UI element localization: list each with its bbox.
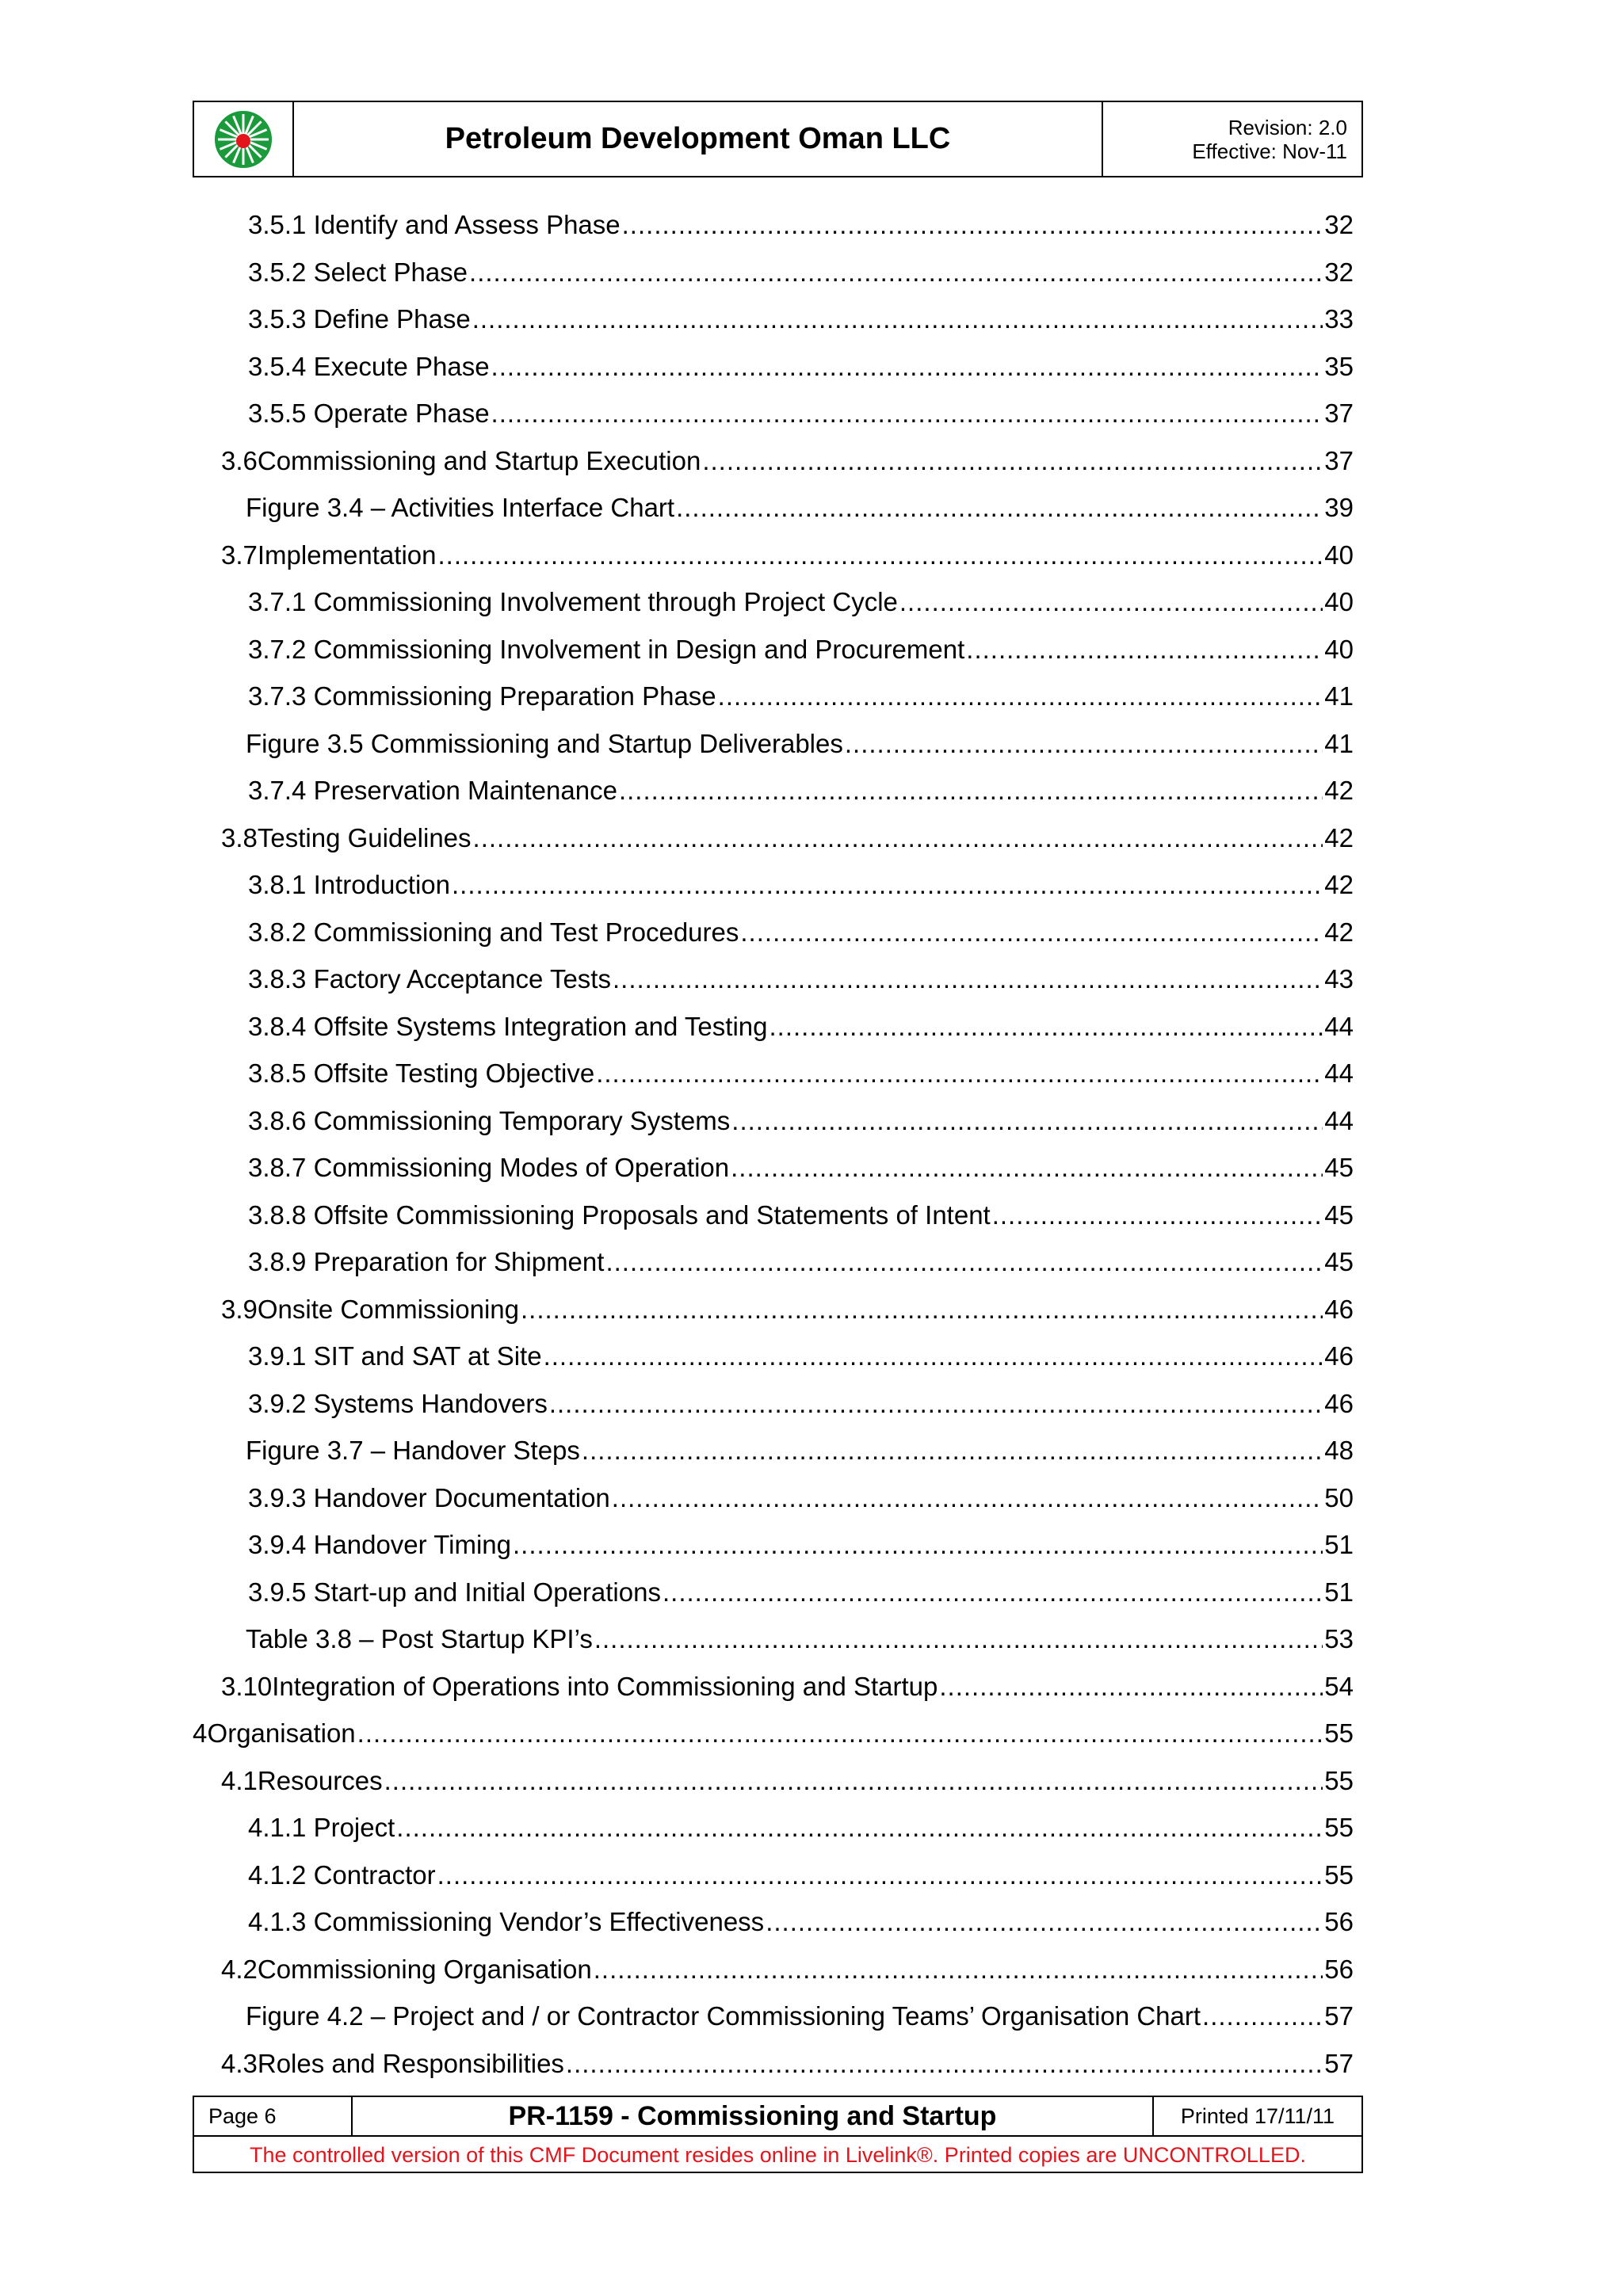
toc-entry-label: Testing Guidelines	[257, 823, 472, 852]
toc-entry-label: Onsite Commissioning	[257, 1295, 519, 1324]
toc-entry-label: Figure 4.2 – Project and / or Contractor Commissioning Teams’ Organisation Chart	[246, 2001, 1201, 2031]
toc-entry-label: 3.7.2 Commissioning Involvement in Design and Procurement	[248, 635, 965, 664]
toc-entry[interactable]	[248, 302, 1354, 337]
toc-entry-label: 3.5.3 Define Phase	[248, 304, 471, 334]
toc-entry-page: 45	[1324, 1153, 1354, 1182]
dot-leader	[521, 1292, 1323, 1327]
toc-entry-label: Commissioning Organisation	[257, 1955, 592, 1984]
toc-entry[interactable]	[248, 773, 1354, 808]
toc-entry-number: 3.10	[221, 1672, 273, 1701]
toc-entry-label: 3.5.5 Operate Phase	[248, 399, 490, 428]
toc-entry-label: Figure 3.4 – Activities Interface Chart	[246, 493, 675, 522]
toc-entry-label: 3.9.4 Handover Timing	[248, 1530, 512, 1559]
toc-entry-label: Table 3.8 – Post Startup KPI’s	[246, 1624, 593, 1653]
toc-entry[interactable]	[248, 585, 1354, 620]
toc-entry-page: 54	[1324, 1672, 1354, 1701]
toc-entry-label: 3.9.2 Systems Handovers	[248, 1389, 548, 1418]
dot-leader	[731, 1104, 1323, 1138]
dot-leader	[596, 1056, 1323, 1091]
dot-leader	[594, 1952, 1323, 1987]
toc-entry[interactable]	[248, 1905, 1354, 1939]
toc-entry-label: 3.8.3 Factory Acceptance Tests	[248, 964, 611, 994]
uncontrolled-notice: The controlled version of this CMF Document resides online in Livelink®. Printed copies are UNCONTROLLED.	[250, 2142, 1306, 2167]
toc-entry-label: 3.7.3 Commissioning Preparation Phase	[248, 681, 716, 711]
toc-entry-label: 3.8.8 Offsite Commissioning Proposals and Statements of Intent	[248, 1200, 991, 1230]
toc-entry-label: Resources	[257, 1766, 383, 1795]
toc-entry-page: 46	[1324, 1341, 1354, 1371]
dot-leader	[1202, 1999, 1323, 2034]
pdo-logo-icon	[212, 108, 275, 171]
dot-leader	[612, 1481, 1323, 1516]
toc-entry[interactable]	[221, 1952, 1354, 1987]
dot-leader	[438, 538, 1323, 573]
dot-leader	[452, 868, 1323, 902]
toc-entry[interactable]	[221, 821, 1354, 856]
toc-entry-page: 45	[1324, 1247, 1354, 1276]
logo-cell	[194, 102, 294, 176]
toc-entry-page: 32	[1324, 257, 1354, 287]
toc-entry-page: 42	[1324, 776, 1354, 805]
toc-entry[interactable]	[248, 632, 1354, 667]
toc-entry[interactable]	[248, 1150, 1354, 1185]
toc-entry-page: 44	[1324, 1058, 1354, 1088]
toc-entry-label: 3.8.6 Commissioning Temporary Systems	[248, 1106, 731, 1135]
toc-entry[interactable]	[248, 255, 1354, 290]
toc-entry-page: 55	[1324, 1860, 1354, 1890]
dot-leader	[613, 962, 1323, 997]
toc-entry-label: Implementation	[257, 540, 437, 570]
toc-entry-page: 37	[1324, 446, 1354, 475]
toc-entry[interactable]	[221, 444, 1354, 479]
toc-entry[interactable]	[248, 868, 1354, 902]
toc-entry-label: Roles and Responsibilities	[257, 2049, 564, 2078]
dot-leader	[939, 1669, 1323, 1704]
toc-entry-label: Commissioning and Startup Execution	[257, 446, 701, 475]
toc-entry-label: 3.8.4 Offsite Systems Integration and Testing	[248, 1012, 768, 1041]
toc-entry-label: 3.8.5 Offsite Testing Objective	[248, 1058, 595, 1088]
dot-leader	[899, 585, 1323, 620]
toc-entry-label: 3.7.1 Commissioning Involvement through Project Cycle	[248, 587, 898, 616]
toc-entry-label: 3.9.3 Handover Documentation	[248, 1483, 610, 1512]
dot-leader	[357, 1716, 1323, 1751]
toc-entry-label: 3.8.2 Commissioning and Test Procedures	[248, 917, 739, 947]
toc-entry[interactable]	[248, 1386, 1354, 1421]
toc-entry[interactable]	[221, 1764, 1354, 1798]
dot-leader	[605, 1245, 1323, 1280]
toc-entry[interactable]	[221, 2046, 1354, 2081]
dot-leader	[676, 490, 1323, 525]
toc-entry-label: Integration of Operations into Commissioning and Startup	[272, 1672, 938, 1701]
toc-entry-page: 32	[1324, 210, 1354, 239]
toc-entry-page: 46	[1324, 1389, 1354, 1418]
toc-entry-page: 40	[1324, 540, 1354, 570]
dot-leader	[491, 396, 1323, 431]
toc-entry-number: 4.1	[221, 1766, 258, 1795]
toc-entry-page: 42	[1324, 823, 1354, 852]
document-title: PR-1159 - Commissioning and Startup	[353, 2097, 1154, 2135]
toc-entry[interactable]	[248, 396, 1354, 431]
toc-entry[interactable]	[246, 727, 1354, 761]
dot-leader	[622, 208, 1323, 242]
toc-entry-page: 41	[1324, 681, 1354, 711]
toc-entry[interactable]	[248, 1009, 1354, 1044]
toc-entry-page: 35	[1324, 352, 1354, 381]
toc-entry-label: Figure 3.5 Commissioning and Startup Deliverables	[246, 729, 843, 758]
revision-info	[1103, 102, 1361, 176]
toc-entry-number: 3.7	[221, 540, 258, 570]
toc-entry[interactable]	[221, 1292, 1354, 1327]
toc-entry-page: 40	[1324, 635, 1354, 664]
printed-date: Printed 17/11/11	[1180, 2103, 1335, 2128]
toc-entry-page: 43	[1324, 964, 1354, 994]
toc-entry-label: 3.9.1 SIT and SAT at Site	[248, 1341, 542, 1371]
toc-entry[interactable]	[246, 1433, 1354, 1468]
toc-entry-page: 39	[1324, 493, 1354, 522]
toc-entry-page: 51	[1324, 1577, 1354, 1607]
toc-entry[interactable]	[248, 1810, 1354, 1845]
toc-entry[interactable]	[248, 1104, 1354, 1138]
dot-leader	[740, 915, 1323, 950]
toc-entry[interactable]	[193, 1716, 1354, 1751]
dot-leader	[663, 1575, 1323, 1610]
toc-entry-number: 4	[193, 1718, 208, 1748]
dot-leader	[845, 727, 1323, 761]
toc-entry-page: 45	[1324, 1200, 1354, 1230]
toc-entry-page: 50	[1324, 1483, 1354, 1512]
dot-leader	[473, 821, 1323, 856]
toc-entry[interactable]	[248, 1575, 1354, 1610]
dot-leader	[718, 679, 1323, 714]
dot-leader	[766, 1905, 1323, 1939]
toc-entry-page: 44	[1324, 1012, 1354, 1041]
toc-entry-page: 51	[1324, 1530, 1354, 1559]
toc-entry-page: 48	[1324, 1436, 1354, 1465]
toc-entry[interactable]	[246, 490, 1354, 525]
toc-entry[interactable]	[246, 1999, 1354, 2034]
company-name: Petroleum Development Oman LLC	[294, 102, 1103, 176]
toc-entry[interactable]	[221, 1669, 1354, 1704]
toc-entry-page: 41	[1324, 729, 1354, 758]
dot-leader	[396, 1810, 1323, 1845]
toc-entry-page: 42	[1324, 870, 1354, 899]
dot-leader	[491, 349, 1323, 384]
toc-entry-number: 4.2	[221, 1955, 258, 1984]
page-header	[193, 101, 1363, 177]
toc-entry-page: 42	[1324, 917, 1354, 947]
dot-leader	[594, 1622, 1323, 1657]
dot-leader	[549, 1386, 1323, 1421]
toc-entry[interactable]	[248, 1481, 1354, 1516]
toc-entry-page: 40	[1324, 587, 1354, 616]
dot-leader	[769, 1009, 1323, 1044]
dot-leader	[544, 1339, 1323, 1374]
toc-entry-page: 33	[1324, 304, 1354, 334]
effective-label: Effective: Nov-11	[1192, 139, 1347, 163]
toc-entry[interactable]	[248, 1339, 1354, 1374]
page-number: Page 6	[194, 2097, 353, 2135]
toc-entry-label: Figure 3.7 – Handover Steps	[246, 1436, 580, 1465]
toc-entry[interactable]	[248, 1858, 1354, 1893]
dot-leader	[702, 444, 1323, 479]
toc-entry-number: 3.6	[221, 446, 258, 475]
toc-entry-page: 55	[1324, 1766, 1354, 1795]
toc-entry-page: 53	[1324, 1624, 1354, 1653]
toc-entry-label: 3.5.4 Execute Phase	[248, 352, 490, 381]
toc-entry-page: 56	[1324, 1907, 1354, 1936]
toc-entry[interactable]	[246, 1622, 1354, 1657]
toc-entry[interactable]	[248, 1056, 1354, 1091]
toc-entry-label: 3.9.5 Start-up and Initial Operations	[248, 1577, 661, 1607]
page-footer	[193, 2096, 1363, 2173]
toc-entry-page: 56	[1324, 1955, 1354, 1984]
toc-entry-label: 4.1.1 Project	[248, 1813, 395, 1842]
toc-entry-page: 57	[1324, 2049, 1354, 2078]
revision-label: Revision: 2.0	[1228, 115, 1347, 139]
dot-leader	[566, 2046, 1323, 2081]
toc-entry-page: 55	[1324, 1813, 1354, 1842]
toc-entry-page: 55	[1324, 1718, 1354, 1748]
dot-leader	[472, 302, 1323, 337]
toc-entry-label: 4.1.2 Contractor	[248, 1860, 436, 1890]
toc-entry-number: 3.8	[221, 823, 258, 852]
dot-leader	[513, 1527, 1323, 1562]
toc-entry-page: 37	[1324, 399, 1354, 428]
toc-entry[interactable]	[221, 538, 1354, 573]
dot-leader	[437, 1858, 1323, 1893]
toc-entry[interactable]	[248, 962, 1354, 997]
toc-entry[interactable]	[248, 1245, 1354, 1280]
dot-leader	[619, 773, 1323, 808]
dot-leader	[966, 632, 1323, 667]
toc-entry-label: 3.8.7 Commissioning Modes of Operation	[248, 1153, 730, 1182]
toc-entry[interactable]	[248, 349, 1354, 384]
toc-entry-number: 4.3	[221, 2049, 258, 2078]
dot-leader	[469, 255, 1323, 290]
toc-entry-label: 4.1.3 Commissioning Vendor’s Effectiveness	[248, 1907, 765, 1936]
toc-entry[interactable]	[248, 915, 1354, 950]
toc-entry-label: 3.5.1 Identify and Assess Phase	[248, 210, 621, 239]
toc-entry-page: 46	[1324, 1295, 1354, 1324]
toc-entry-label: 3.7.4 Preservation Maintenance	[248, 776, 617, 805]
toc-entry-label: 3.8.9 Preparation for Shipment	[248, 1247, 605, 1276]
toc-entry-page: 44	[1324, 1106, 1354, 1135]
dot-leader	[384, 1764, 1323, 1798]
dot-leader	[582, 1433, 1323, 1468]
toc-entry[interactable]	[248, 1198, 1354, 1233]
dot-leader	[731, 1150, 1323, 1185]
toc-entry-label: 3.5.2 Select Phase	[248, 257, 468, 287]
toc-entry[interactable]	[248, 679, 1354, 714]
toc-entry[interactable]	[248, 1527, 1354, 1562]
toc-entry[interactable]	[248, 208, 1354, 242]
dot-leader	[992, 1198, 1323, 1233]
toc-entry-label: Organisation	[207, 1718, 356, 1748]
toc-entry-label: 3.8.1 Introduction	[248, 870, 451, 899]
toc-entry-page: 57	[1324, 2001, 1354, 2031]
toc-entry-number: 3.9	[221, 1295, 258, 1324]
